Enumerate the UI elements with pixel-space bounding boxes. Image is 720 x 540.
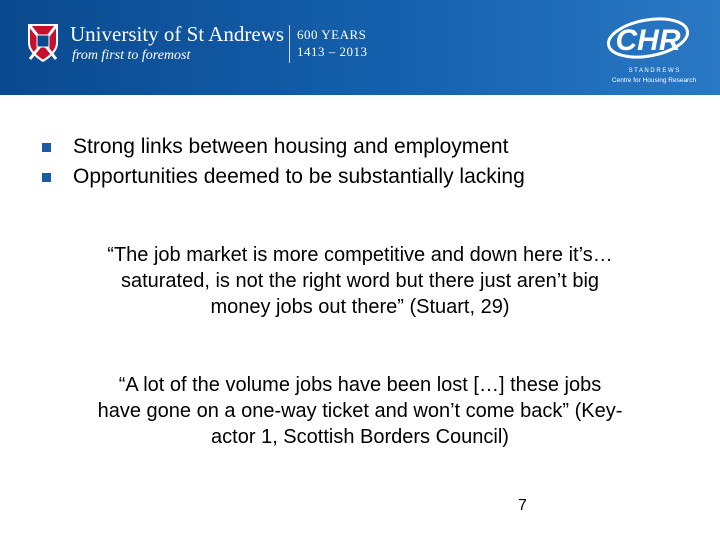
square-bullet-icon [42,173,51,182]
quote-line: “The job market is more competitive and down here it’s… [107,244,613,266]
quote-key-actor [20,372,700,450]
anniversary-range: 1413 – 2013 [297,44,368,59]
bullet-text: Opportunities deemed to be substantially lacking [73,165,525,188]
quote-line: have gone on a one-way ticket and won’t come back” (Key- [97,400,623,422]
university-motto: from first to foremost [72,48,191,63]
bullet-text: Strong links between housing and employment [73,135,509,158]
anniversary-title: 600 YEARS [297,27,367,42]
university-crest-icon [27,23,59,63]
quote-line: “A lot of the volume jobs have been lost […] these jobs [118,374,602,396]
quote-stuart [20,242,700,320]
header-banner [0,0,720,95]
chr-logo-subtitle-line1: S T A N D R E W S [628,68,680,74]
quote-line: actor 1, Scottish Borders Council) [211,426,509,448]
bullet-list [40,132,700,192]
bullet-item [40,132,700,162]
page-number: 7 [518,497,527,514]
quote-line: money jobs out there” (Stuart, 29) [210,296,510,318]
chr-logo-subtitle-line2: Centre for Housing Research [611,77,697,84]
chr-logo [596,14,706,88]
square-bullet-icon [42,143,51,152]
anniversary-badge [297,26,368,60]
header-divider [289,25,290,63]
chr-logo-text: CHR [615,24,681,57]
quote-line: saturated, is not the right word but there just aren’t big [120,270,600,292]
bullet-item [40,162,700,192]
university-name: University of St Andrews [70,22,285,46]
